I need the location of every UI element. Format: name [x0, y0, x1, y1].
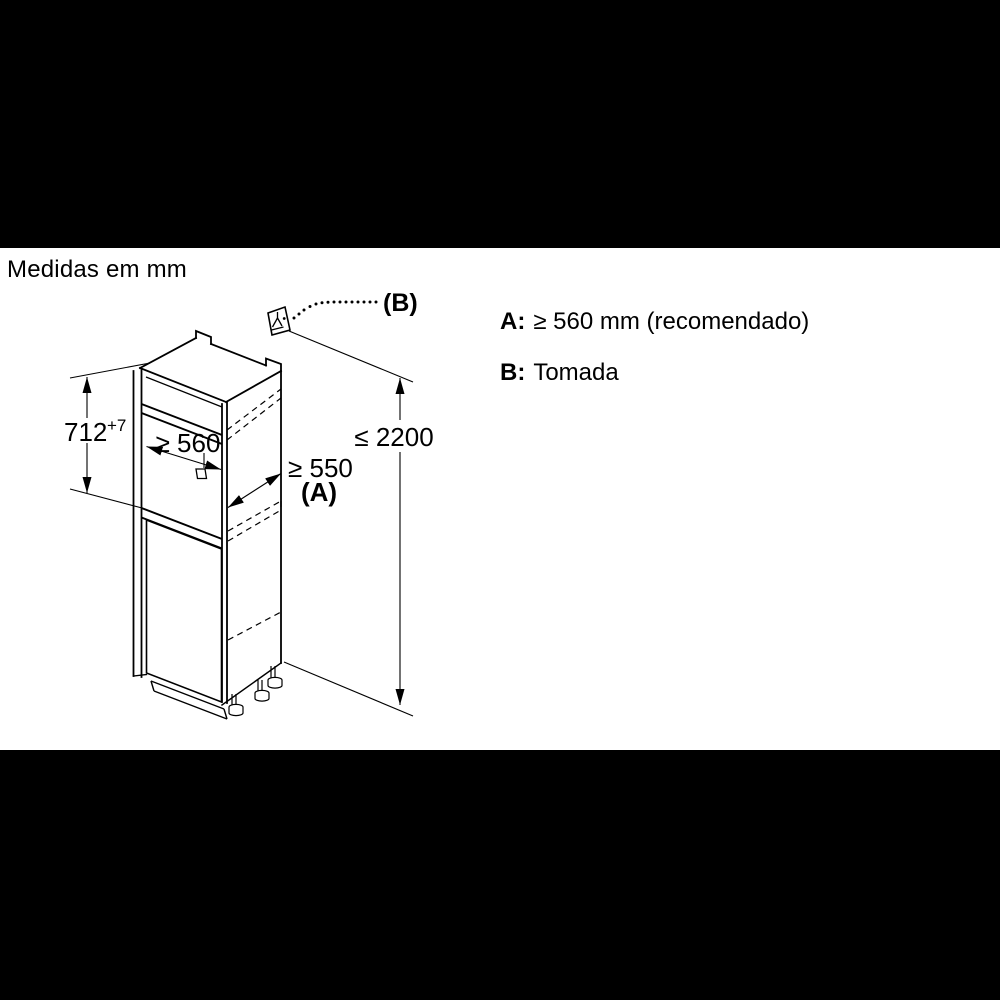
dimension-total-height: [284, 331, 413, 716]
letterbox-bottom-bar: [0, 750, 1000, 1000]
legend-value-b: Tomada: [533, 359, 619, 386]
niche-width-label: ≥ 560: [155, 428, 221, 458]
cabinet-door: [147, 520, 222, 702]
adjustable-feet: [229, 666, 282, 716]
legend: [500, 308, 920, 410]
niche-depth-label: ≥ 550: [288, 453, 353, 483]
legend-key-b: B:: [500, 359, 526, 386]
niche-floor-spacer: [196, 469, 207, 479]
niche-depth-ref-label: (A): [300, 477, 338, 507]
letterbox-top-bar: [0, 0, 1000, 248]
hidden-edges-dashed: [227, 389, 281, 640]
niche-height-label: 712: [64, 417, 108, 447]
top-rear-left-tab: [196, 331, 211, 344]
cabinet-outline: [134, 331, 282, 705]
legend-value-a: ≥ 560 mm (recomendado): [533, 308, 810, 335]
legend-key-a: A:: [500, 308, 526, 335]
legend-item-a: [500, 308, 920, 336]
legend-item-b: [500, 359, 920, 387]
dimension-niche-depth: [228, 474, 281, 508]
total-height-label: ≤ 2200: [354, 422, 434, 452]
page-title: Medidas em mm: [7, 256, 187, 283]
socket-dotted-leader: [293, 301, 378, 320]
top-rear-right-tab: [266, 359, 281, 372]
power-socket-icon: [268, 307, 290, 335]
niche-height-tolerance-label: +7: [107, 416, 127, 435]
socket-ref-label: (B): [383, 289, 418, 317]
